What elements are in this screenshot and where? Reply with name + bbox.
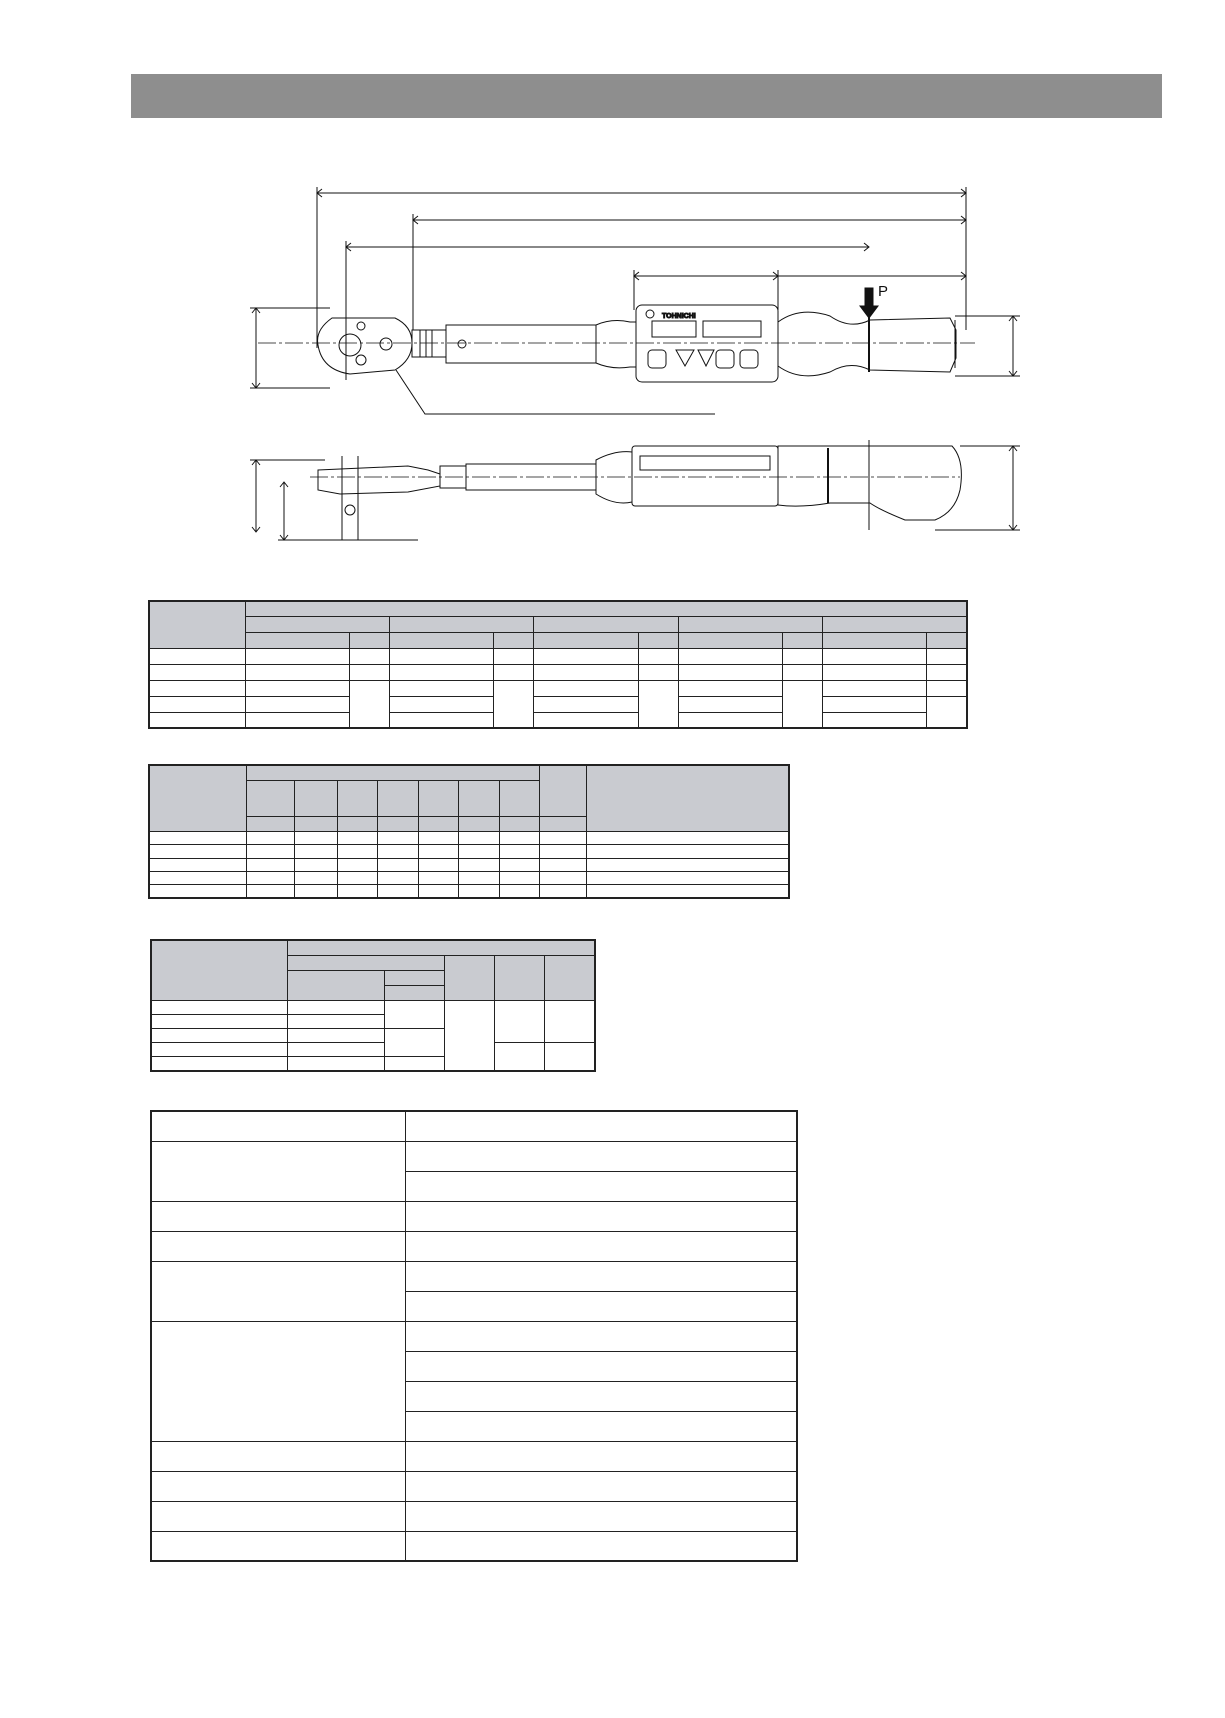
table-row [149, 696, 967, 712]
table-row [151, 1043, 595, 1057]
table-row [149, 831, 789, 844]
model-table [148, 600, 968, 729]
table-row [151, 1201, 797, 1231]
dimension-table [148, 764, 790, 899]
table-row [151, 1261, 797, 1291]
table-row [151, 1321, 797, 1351]
spec-table [150, 1110, 798, 1562]
table-row [149, 845, 789, 858]
table-row [151, 1141, 797, 1171]
table-row [149, 665, 967, 681]
dimension-header-cell [246, 765, 540, 780]
table-row [151, 1471, 797, 1501]
table-row [149, 680, 967, 696]
table-row [151, 1000, 595, 1014]
force-arrow [860, 288, 878, 318]
table-row [149, 858, 789, 871]
table-row [149, 712, 967, 728]
table-row [151, 1111, 797, 1141]
table-row [151, 1441, 797, 1471]
wrench-side-view [250, 440, 1020, 540]
table-row [151, 1231, 797, 1261]
table-row [149, 885, 789, 898]
model-header-cell [149, 601, 245, 649]
model-header-cell [149, 765, 246, 831]
model-header-cell [151, 940, 288, 1000]
table-row [149, 649, 967, 665]
force-point-label: P [878, 283, 889, 300]
brand-label: TOHNICHI [662, 313, 696, 320]
head-header-cell [288, 940, 595, 955]
torque-wrench-drawing [0, 0, 1225, 580]
head-table [150, 939, 596, 1072]
table-row [149, 871, 789, 884]
range-header-cell [245, 601, 967, 617]
table-row [151, 1531, 797, 1561]
table-row [151, 1501, 797, 1531]
